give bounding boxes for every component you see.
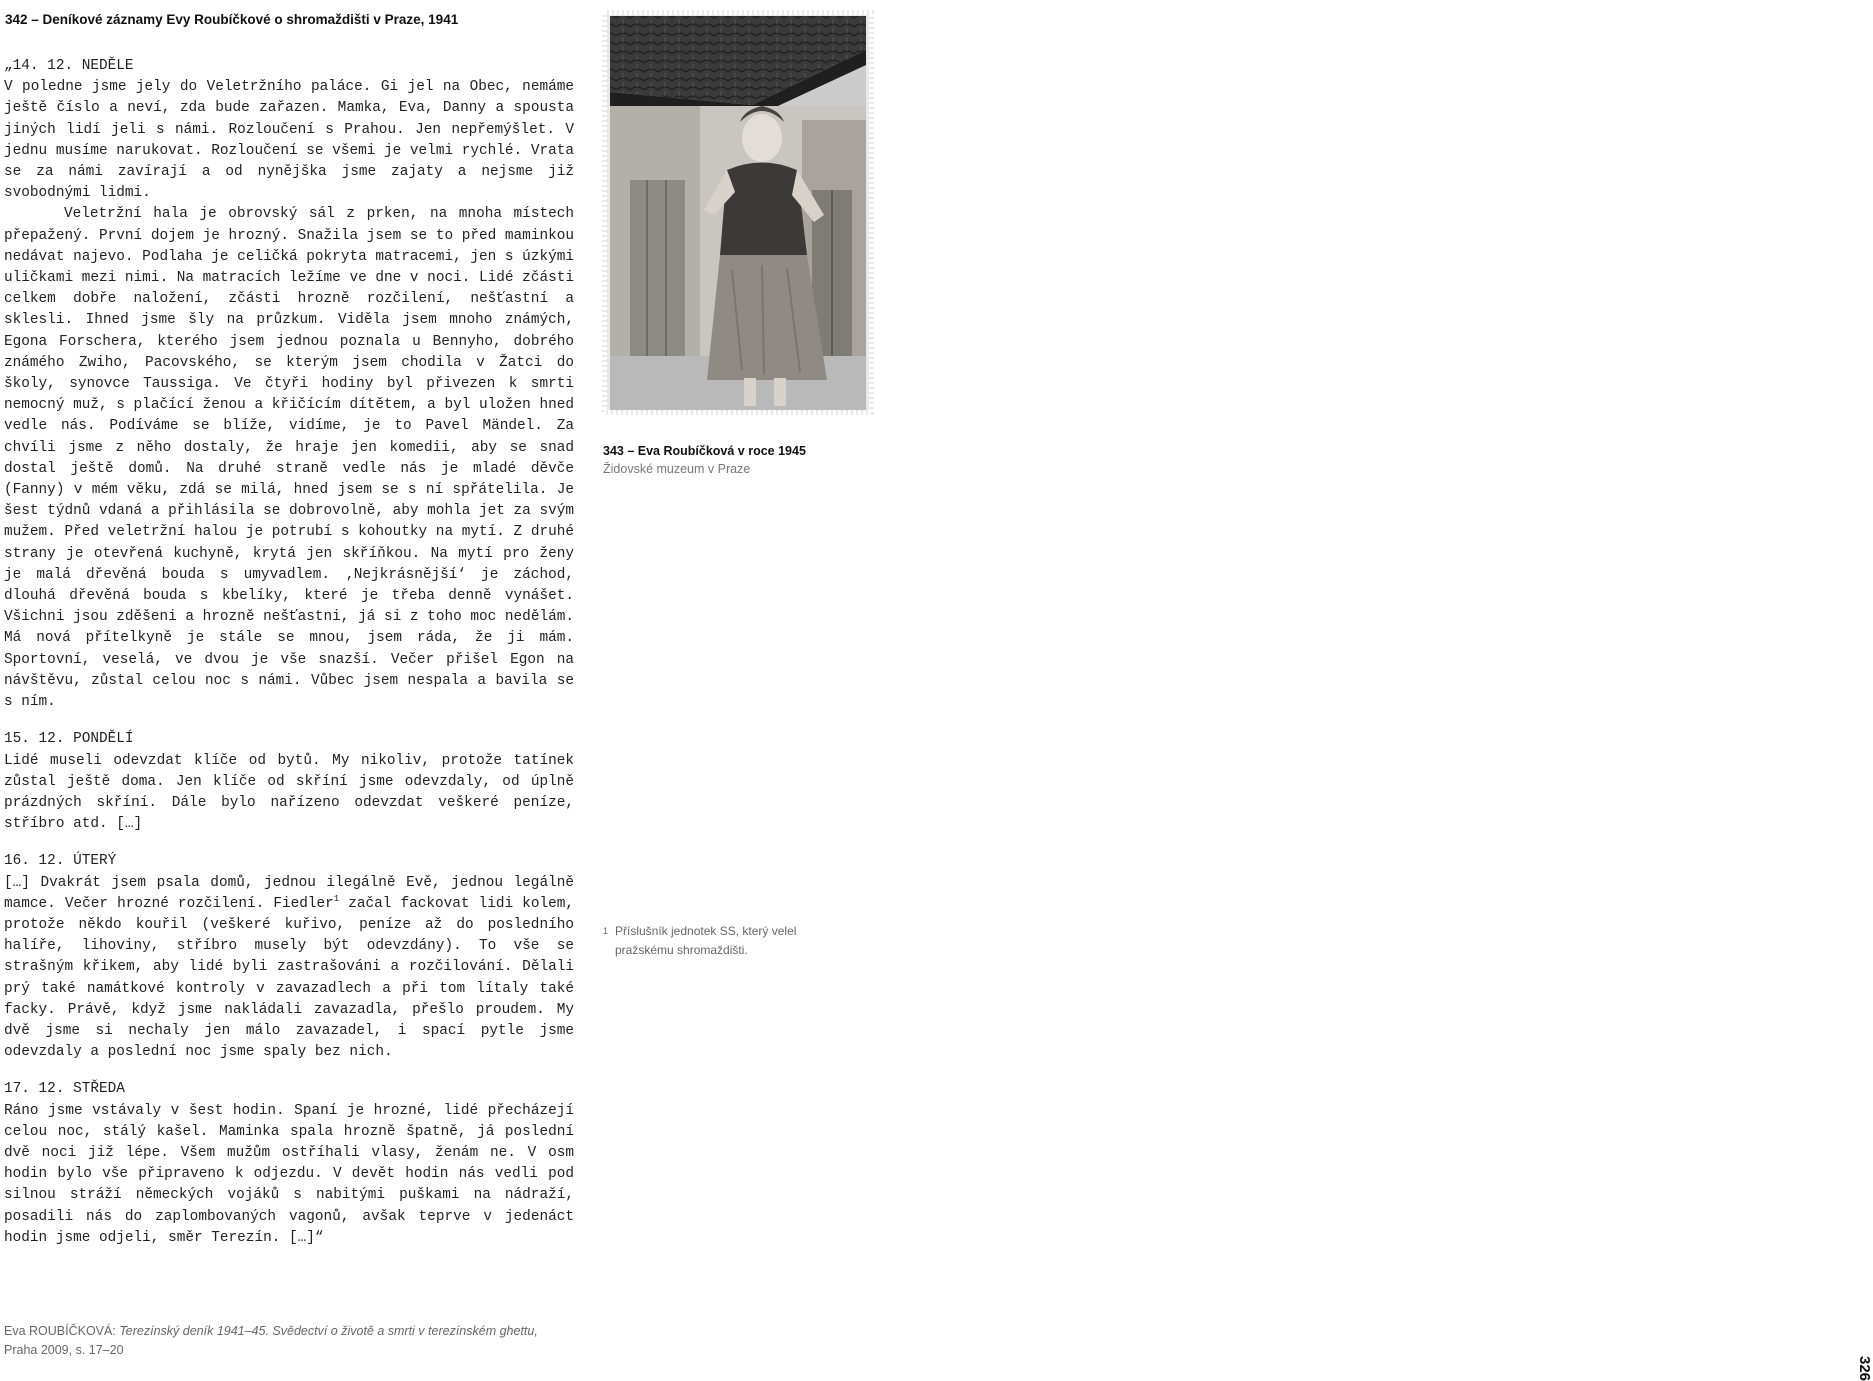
source-title: Terezínský deník 1941–45. Svědectví o životě a smrti v terezínském ghettu, [119,1324,538,1338]
page-number: 326 [1856,1356,1873,1381]
entry-15-paragraph: Lidé museli odevzdat klíče od bytů. My nikoliv, protože tatínek zůstal ještě doma. Jen klíče od skříní jsme odevzdaly, od úplně prázdných skříní. Dále bylo nařízeno odevzdat veškeré peníze, stříbro atd. […] [4,752,574,833]
footnote-mark: 1 [603,926,609,936]
source-place: Praha 2009, s. 17–20 [4,1343,124,1357]
entry-16-heading: 16. 12. ÚTERÝ [4,853,117,870]
caption-title: 343 – Eva Roubíčková v roce 1945 [603,444,806,458]
footnote-reference: 1 [333,893,340,904]
entry-14-paragraph-1: V poledne jsme jely do Veletržního paláce. Gi jel na Obec, nemáme ještě číslo a neví, zda bude zařazen. Mamka, Eva, Danny a spousta jiných lidí jeli s námi. Rozloučení s Prahou. Jen nepřemýšlet. V jednu musíme narukovat. Rozloučení se všemi je velmi rychlé. Vrata se za námi zavírají a od nynějška jsme zajaty a nejsme již svobodnými lidmi. [4,79,574,202]
source-citation [4,1322,604,1360]
diary-text [4,56,574,1249]
entry-16-paragraph [4,873,574,1064]
entry-14-paragraph-2: Veletržní hala je obrovský sál z prken, na mnoha místech přepažený. První dojem je hrozný. Snažila jsem se to před maminkou nedávat najevo. Podlaha je celičká pokryta matracemi, jen s úzkými uličkami mezi nimi. Na matracích ležíme ve dne v noci. Lidé zčásti celkem dobře naložení, zčásti hrozně rozčilení, nešťastní a sklesli. Ihned jsme šly na průzkum. Viděla jsem mnoho známých, Egona Forschera, kterého jsem jednou poznala u Bennyho, dobrého známého Zwiho, Pacovského, se kterým jsem chodila v Žatci do školy, synovce Taussiga. Ve čtyři hodiny byl přivezen k smrti nemocný muž, s plačící ženou a křičícím dítětem, a byl uložen hned vedle nás. Podíváme se blíže, vidíme, je to Pavel Mändel. Za chvíli jsme z něho dostaly, že hraje jen komedii, aby se snad dostal ještě domů. Na druhé straně vedle nás je mladé děvče (Fanny) v mém věku, zdá se milá, hned jsem se s ní spřátelila. Je šest týdnů vdaná a přihlásila se dobrovolně, aby mohla jet za svým mužem. Před veletržní halou je potrubí s kohoutky na mytí. Z druhé strany je otevřená kuchyně, krytá jen skříňkou. Na mytí pro ženy je malá dřevěná bouda s umyvadlem. ‚Nejkrásnější‘ je záchod, dlouhá dřevěná bouda s kbelíky, které je třeba denně vynášet. Všichni jsou zděšeni a hrozně nešťastni, já si z toho moc nedělám. Má nová přítelkyně je stále se mnou, jsem ráda, že ji mám. Sportovní, veselá, ve dvou je vše snazší. Večer přišel Egon na návštěvu, zůstal celou noc s námi. Vůbec jsem nespala a bavila se s ním. [4,206,574,711]
caption-credit: Židovské muzeum v Praze [603,462,751,476]
photo-caption [603,442,806,478]
photo-image [602,10,874,415]
entry-15-heading: 15. 12. PONDĚLÍ [4,731,134,748]
entry-17-heading: 17. 12. STŘEDA [4,1081,125,1098]
entry-16-text-b: začal fackovat lidi kolem, protože někdo kouřil (veškeré kuřivo, peníze až do posledního halíře, lihoviny, stříbro musely být odevzdány). To vše se strašným křikem, aby lidé byli zastrašováni a rozčilování. Dělali prý také namátkové kontroly v zavazadlech a při tom lítaly také facky. Právě, když jsme nakládali zavazadla, přešlo proudem. My dvě jsme si nechaly jen málo zavazadel, i spací pytle jsme odevzdaly a poslední noc jsme spaly bez nich. [4,895,574,1061]
footnote [603,922,853,960]
page-header: 342 – Deníkové záznamy Evy Roubíčkové o shromaždišti v Praze, 1941 [5,12,459,27]
footnote-text: Příslušník jednotek SS, který velel pražskému shromaždišti. [615,924,797,957]
entry-14-heading: „14. 12. NEDĚLE [4,58,134,74]
entry-16-text-a: […] Dvakrát jsem psala domů, jednou ilegálně Evě, jednou legálně mamce. Večer hrozné rozčilení. Fiedler [4,874,574,912]
photo-eva-roubickova [602,10,874,415]
entry-17-paragraph: Ráno jsme vstávaly v šest hodin. Spaní je hrozné, lidé přecházejí celou noc, stálý kašel. Maminka spala hrozně špatně, já poslední dvě noci již lépe. Všem mužům ostříhali vlasy, ženám ne. V osm hodin bylo vše připraveno k odjezdu. V devět hodin nás vedli pod silnou stráží německých vojáků s nabitými puškami na nádraží, posadili nás do zaplombovaných vagonů, avšak teprve v jedenáct hodin jsme odjeli, směr Terezín. […]“ [4,1102,574,1246]
source-author: Eva ROUBÍČKOVÁ: [4,1324,120,1338]
